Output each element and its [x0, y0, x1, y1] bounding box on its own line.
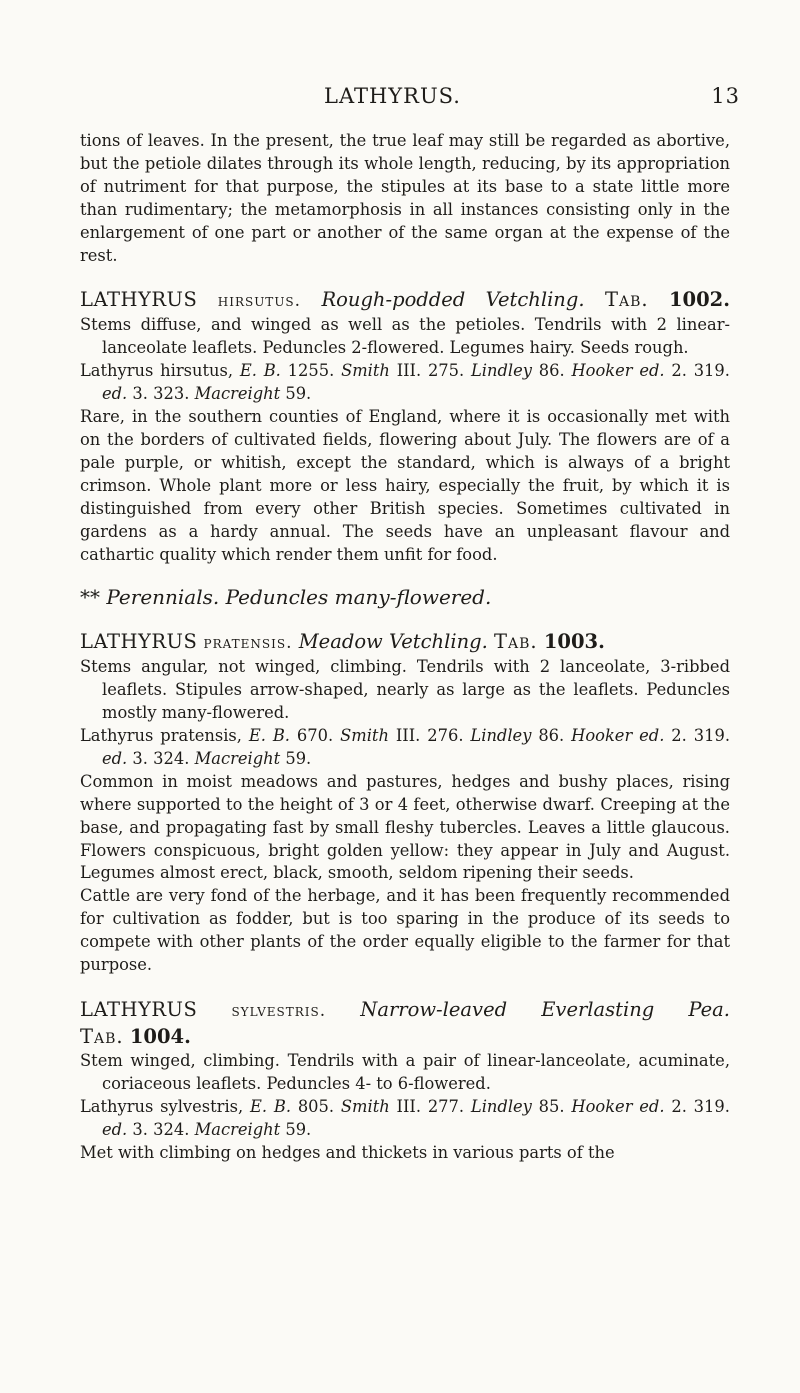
ref-hooker-number: 2. 319.: [671, 726, 730, 746]
plate-label: Tab.: [80, 1025, 124, 1048]
synonymy: [80, 1096, 730, 1142]
species-description: Stems diffuse, and winged as well as the petioles. Tendrils with 2 linear-lanceolate leaflets. Peduncles 2-flowered. Legumes hairy. Seeds rough.: [80, 315, 730, 358]
species-heading-plate: [80, 1024, 730, 1050]
page-number: 13: [711, 84, 740, 108]
genus-name: LATHYRUS: [80, 630, 198, 654]
species-entry-hirsutus: [80, 287, 730, 566]
ref-eb: E. B.: [250, 1096, 292, 1116]
species-description: Stem winged, climbing. Tendrils with a pair of linear-lanceolate, acuminate, coriaceous leaflets. Peduncles 4- to 6-flowered.: [80, 1051, 730, 1093]
genus-name: LATHYRUS: [80, 998, 198, 1021]
plate-number: 1002.: [668, 288, 731, 312]
ref-smith-number: III. 276.: [395, 726, 464, 746]
ref-eb-number: 805.: [297, 1096, 335, 1116]
species-heading: [80, 997, 730, 1024]
ref-smith-number: III. 275.: [396, 361, 465, 381]
ref-hooker: Hooker ed.: [571, 361, 665, 381]
ref-eb-number: 1255.: [287, 361, 335, 381]
ref-ed-number: 3. 324.: [132, 1119, 190, 1139]
species-entry-sylvestris: [80, 997, 730, 1165]
synonym-name: Lathyrus pratensis,: [80, 726, 242, 746]
ref-smith: Smith: [340, 1096, 390, 1116]
ref-smith: Smith: [341, 361, 390, 381]
english-name: Rough-podded Vetchling.: [321, 288, 585, 312]
plate-number: 1003.: [543, 630, 605, 654]
genus-name: LATHYRUS: [80, 288, 198, 312]
ref-macreight-number: 59.: [285, 384, 312, 404]
ref-ed-number: 3. 323.: [132, 384, 190, 404]
ref-lindley-number: 86.: [538, 361, 565, 381]
ref-ed: ed.: [102, 384, 128, 404]
plate-label: Tab.: [494, 630, 538, 654]
species-heading: [80, 629, 730, 656]
ref-macreight: Macreight: [194, 1119, 281, 1139]
ref-smith: Smith: [340, 726, 389, 746]
english-name: Narrow-leaved Everlasting Pea.: [360, 998, 730, 1021]
ref-hooker-number: 2. 319.: [671, 1096, 730, 1116]
synonymy: [80, 360, 730, 406]
species-epithet: sylvestris.: [231, 1001, 327, 1021]
ref-lindley: Lindley: [470, 726, 532, 746]
species-notes: Common in moist meadows and pastures, hedges and bushy places, rising where supported to the height of 3 or 4 feet, otherwise dwarf. Creeping at the base, and propagating fast by small fleshy tubercles. Leaves a little glaucous. Flowers conspicuous, bright golden yellow: they appear in July and August. Legumes almost erect, black, smooth, seldom ripening their seeds.: [80, 771, 730, 883]
ref-macreight-number: 59.: [285, 1119, 312, 1139]
ref-ed: ed.: [102, 748, 128, 768]
ref-hooker: Hooker ed.: [571, 726, 665, 746]
ref-hooker-number: 2. 319.: [671, 361, 730, 381]
species-notes: Rare, in the southern counties of England, where it is occasionally met with on the borders of cultivated fields, flowering about July. The flowers are of a pale purple, or whitish, except the standard, which is always of a bright crimson. Whole plant more or less hairy, especially the fruit, by which it is distinguished from every other British species. Sometimes cultivated in gardens as a hardy annual. The seeds have an unpleasant flavour and cathartic quality which render them unfit for food.: [80, 407, 730, 564]
ref-lindley-number: 86.: [538, 726, 565, 746]
synonym-name: Lathyrus hirsutus,: [80, 361, 234, 381]
english-name: Meadow Vetchling.: [298, 630, 488, 654]
ref-lindley-number: 85.: [538, 1096, 565, 1116]
plate-label: Tab.: [604, 288, 649, 312]
species-description: Stems angular, not winged, climbing. Tendrils with 2 lanceolate, 3-ribbed leaflets. Stipules arrow-shaped, nearly as large as the leaflets. Peduncles mostly many-flowered.: [80, 657, 730, 723]
ref-macreight: Macreight: [194, 748, 281, 768]
species-notes: Met with climbing on hedges and thickets in various parts of the: [80, 1142, 615, 1162]
ref-eb: E. B.: [248, 726, 290, 746]
section-heading: ** Perennials. Peduncles many-flowered.: [80, 585, 492, 610]
synonymy: [80, 725, 730, 771]
synonym-name: Lathyrus sylvestris,: [80, 1096, 244, 1116]
ref-lindley: Lindley: [470, 1096, 532, 1116]
intro-paragraph: tions of leaves. In the present, the true leaf may still be regarded as abortive, but the petiole dilates through its whole length, reducing, by its appropriation of nutriment for that purpose, the stipules at its base to a state little more than rudimentary; the metamorphosis in all instances consisting only in the enlargement of one part or another of the same organ at the expense of the rest.: [80, 131, 730, 265]
species-entry-pratensis: [80, 629, 730, 977]
ref-hooker: Hooker ed.: [571, 1096, 665, 1116]
ref-eb-number: 670.: [296, 726, 334, 746]
ref-macreight: Macreight: [194, 384, 281, 404]
species-heading: [80, 287, 730, 314]
species-epithet: hirsutus.: [217, 291, 302, 312]
plate-number: 1004.: [129, 1025, 191, 1048]
ref-eb: E. B.: [239, 361, 281, 381]
ref-lindley: Lindley: [471, 361, 532, 381]
running-title: LATHYRUS.: [324, 84, 461, 108]
species-notes: Cattle are very fond of the herbage, and it has been frequently recommended for cultivation as fodder, but is too sparing in the produce of its seeds to compete with other plants of the order equally eligible to the farmer for that purpose.: [80, 886, 730, 975]
ref-smith-number: III. 277.: [396, 1096, 465, 1116]
species-epithet: pratensis.: [203, 633, 293, 654]
ref-macreight-number: 59.: [285, 748, 312, 768]
page-body: [80, 130, 730, 1165]
ref-ed-number: 3. 324.: [132, 748, 190, 768]
ref-ed: ed.: [102, 1119, 128, 1139]
